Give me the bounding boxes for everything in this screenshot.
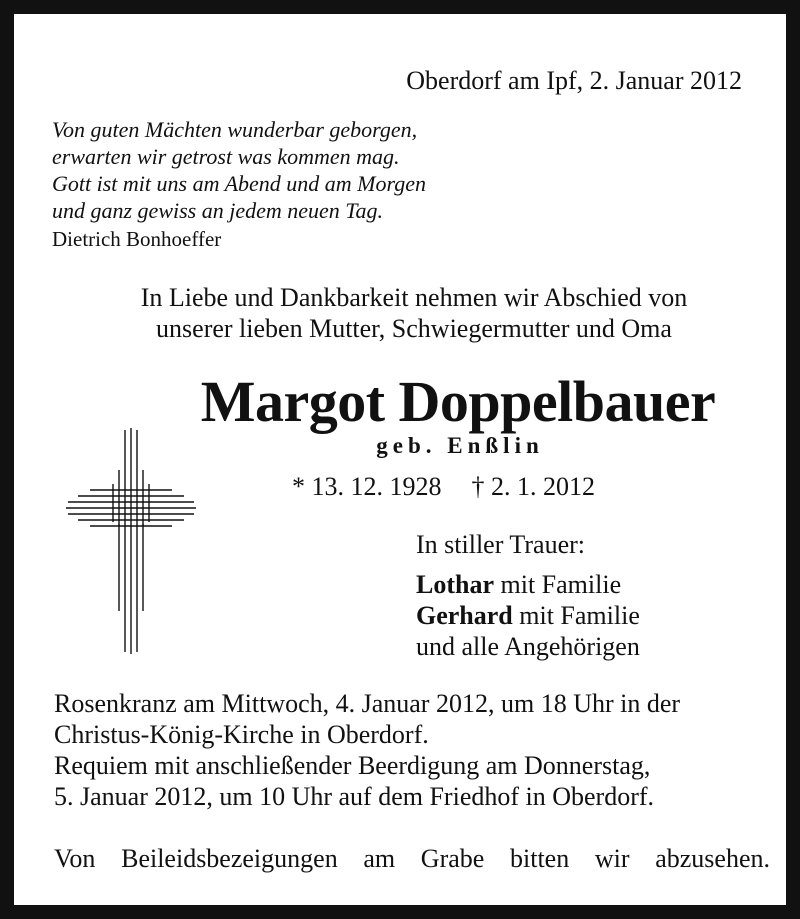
poem-line: Von guten Mächten wunderbar geborgen,: [52, 117, 418, 142]
service-info: [54, 688, 680, 812]
birth-date: * 13. 12. 1928: [292, 472, 442, 501]
intro-line: unserer lieben Mutter, Schwiegermutter und Oma: [156, 314, 672, 343]
deceased-name: Margot Doppelbauer: [200, 369, 716, 434]
death-date: † 2. 1. 2012: [471, 472, 595, 501]
mourner-rest: mit Familie: [512, 601, 640, 630]
mourner-rest: mit Familie: [494, 570, 622, 599]
poem-line: und ganz gewiss an jedem neuen Tag.: [52, 198, 384, 223]
life-dates: [292, 472, 595, 502]
place-date: Oberdorf am Ipf, 2. Januar 2012: [406, 66, 742, 95]
service-line: 5. Januar 2012, um 10 Uhr auf dem Friedhof in Oberdorf.: [54, 782, 655, 811]
mourners-block: [416, 529, 640, 662]
service-line: Requiem mit anschließender Beerdigung am Donnerstag,: [54, 751, 651, 780]
poem-line: erwarten wir getrost was kommen mag.: [52, 144, 400, 169]
mourner-entry: [416, 569, 640, 600]
mourner-name: Gerhard: [416, 601, 513, 630]
intro-text: [14, 282, 800, 344]
mourner-name: Lothar: [416, 570, 494, 599]
intro-line: In Liebe und Dankbarkeit nehmen wir Abschied von: [140, 283, 688, 312]
mourner-entry: [416, 600, 640, 631]
service-line: Rosenkranz am Mittwoch, 4. Januar 2012, um 18 Uhr in der: [54, 689, 681, 718]
poem-author: Dietrich Bonhoeffer: [52, 227, 222, 251]
closing-note: Von Beileidsbezeigungen am Grabe bitten wir abzusehen.: [54, 844, 770, 873]
mourners-heading: In stiller Trauer:: [416, 530, 585, 559]
maiden-name: geb. Enßlin: [376, 433, 544, 458]
mourners-others: und alle Angehörigen: [416, 632, 640, 661]
service-line: Christus-König-Kirche in Oberdorf.: [54, 720, 429, 749]
poem-quote: [52, 116, 426, 224]
cross-icon: [64, 426, 198, 656]
poem-line: Gott ist mit uns am Abend und am Morgen: [52, 171, 426, 196]
